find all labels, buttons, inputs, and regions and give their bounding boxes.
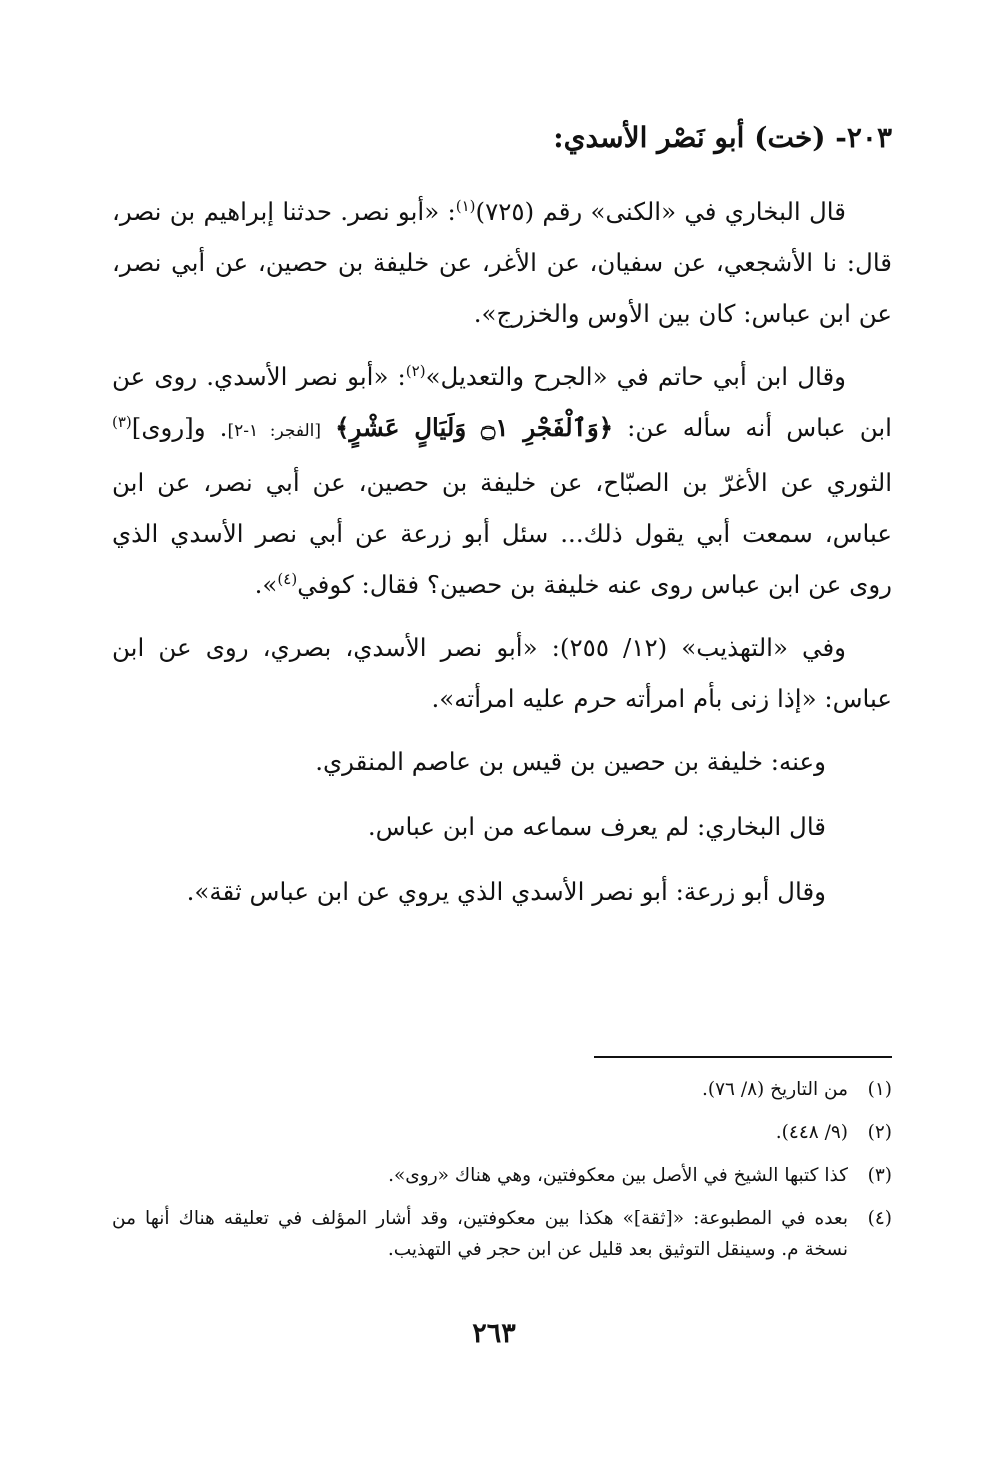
- paragraph-ibn-abi-hatim: [112, 351, 892, 610]
- footnote-number: (٤): [867, 1208, 892, 1229]
- quran-verse: ﴿وَٱلْفَجْرِ ۝١ وَلَيَالٍ عَشْرٍ﴾: [335, 413, 614, 442]
- footnote: [112, 1203, 892, 1265]
- paragraph-text: ».: [254, 570, 278, 599]
- footnote-ref-4: (٤): [277, 569, 298, 588]
- footnote-ref-1: (١): [455, 196, 476, 215]
- footnote-text: بعده في المطبوعة: «[ثقة]» هكذا بين معكوفتين، وقد أشار المؤلف في تعليقه هناك أنها من نسخة م. وسينقل التوثيق بعد قليل عن ابن حجر في التهذيب.: [112, 1208, 848, 1260]
- footnote-text: من التاريخ (٨/ ٧٦).: [701, 1079, 848, 1100]
- entry-heading: ٢٠٣- (خت) أبو نَصْر الأسدي:: [553, 121, 892, 154]
- paragraph-text: : «أبو نصر. حدثنا إبراهيم بن نصر، قال: نا الأشجعي، عن سفيان، عن الأغر، عن خليفة بن حصين، عن أبي نصر، عن ابن عباس: كان بين الأوس والخزرج».: [112, 197, 892, 328]
- footnotes: [112, 1074, 892, 1277]
- footnote: [112, 1117, 892, 1148]
- verse-citation: [الفجر: ١-٢]: [227, 421, 322, 441]
- footnote-number: (٢): [867, 1122, 892, 1143]
- paragraph-bukhari-kuna: [112, 186, 892, 339]
- footnote-text: (٩/ ٤٤٨).: [775, 1122, 848, 1143]
- footnote-ref-2: (٢): [405, 361, 426, 380]
- footnote-ref-3: (٣): [112, 412, 132, 431]
- footnote-separator: [594, 1056, 892, 1058]
- page-body: [112, 118, 892, 931]
- footnote-number: (١): [867, 1079, 892, 1100]
- page-number: ٢٦٣: [472, 1318, 516, 1349]
- footnote-text: كذا كتبها الشيخ في الأصل بين معكوفتين، وهي هناك «روى».: [388, 1165, 848, 1186]
- paragraph-text: قال البخاري في «الكنى» رقم (٧٢٥): [475, 197, 846, 226]
- footnote: [112, 1074, 892, 1105]
- paragraph-text: الثوري عن الأغرّ بن الصبّاح، عن خليفة بن حصين، عن أبي نصر، عن ابن عباس، سمعت أبي يقول ذلك... سئل أبو زرعة عن أبي نصر الأسدي الذي روى عن ابن عباس روى عنه خليفة بن حصين؟ فقال: كوفي: [112, 468, 892, 599]
- footnote-number: (٣): [867, 1165, 892, 1186]
- paragraph-text: . و[روى]: [131, 413, 228, 442]
- line-narrators: وعنه: خليفة بن حصين بن قيس بن عاصم المنقري.: [315, 747, 826, 776]
- paragraph-text: : «أبو نصر الأسدي. روى عن ابن عباس أنه سأله عن:: [112, 362, 892, 442]
- line-bukhari-note: قال البخاري: لم يعرف سماعه من ابن عباس.: [367, 812, 826, 841]
- line-abu-zura: وقال أبو زرعة: أبو نصر الأسدي الذي يروي عن ابن عباس ثقة».: [186, 877, 826, 906]
- footnote: [112, 1160, 892, 1191]
- paragraph-tahdhib: وفي «التهذيب» (١٢/ ٢٥٥): «أبو نصر الأسدي، بصري، روى عن ابن عباس: «إذا زنى بأم امرأته حرم عليه امرأته».: [112, 633, 892, 713]
- paragraph-text: وقال ابن أبي حاتم في «الجرح والتعديل»: [425, 362, 847, 391]
